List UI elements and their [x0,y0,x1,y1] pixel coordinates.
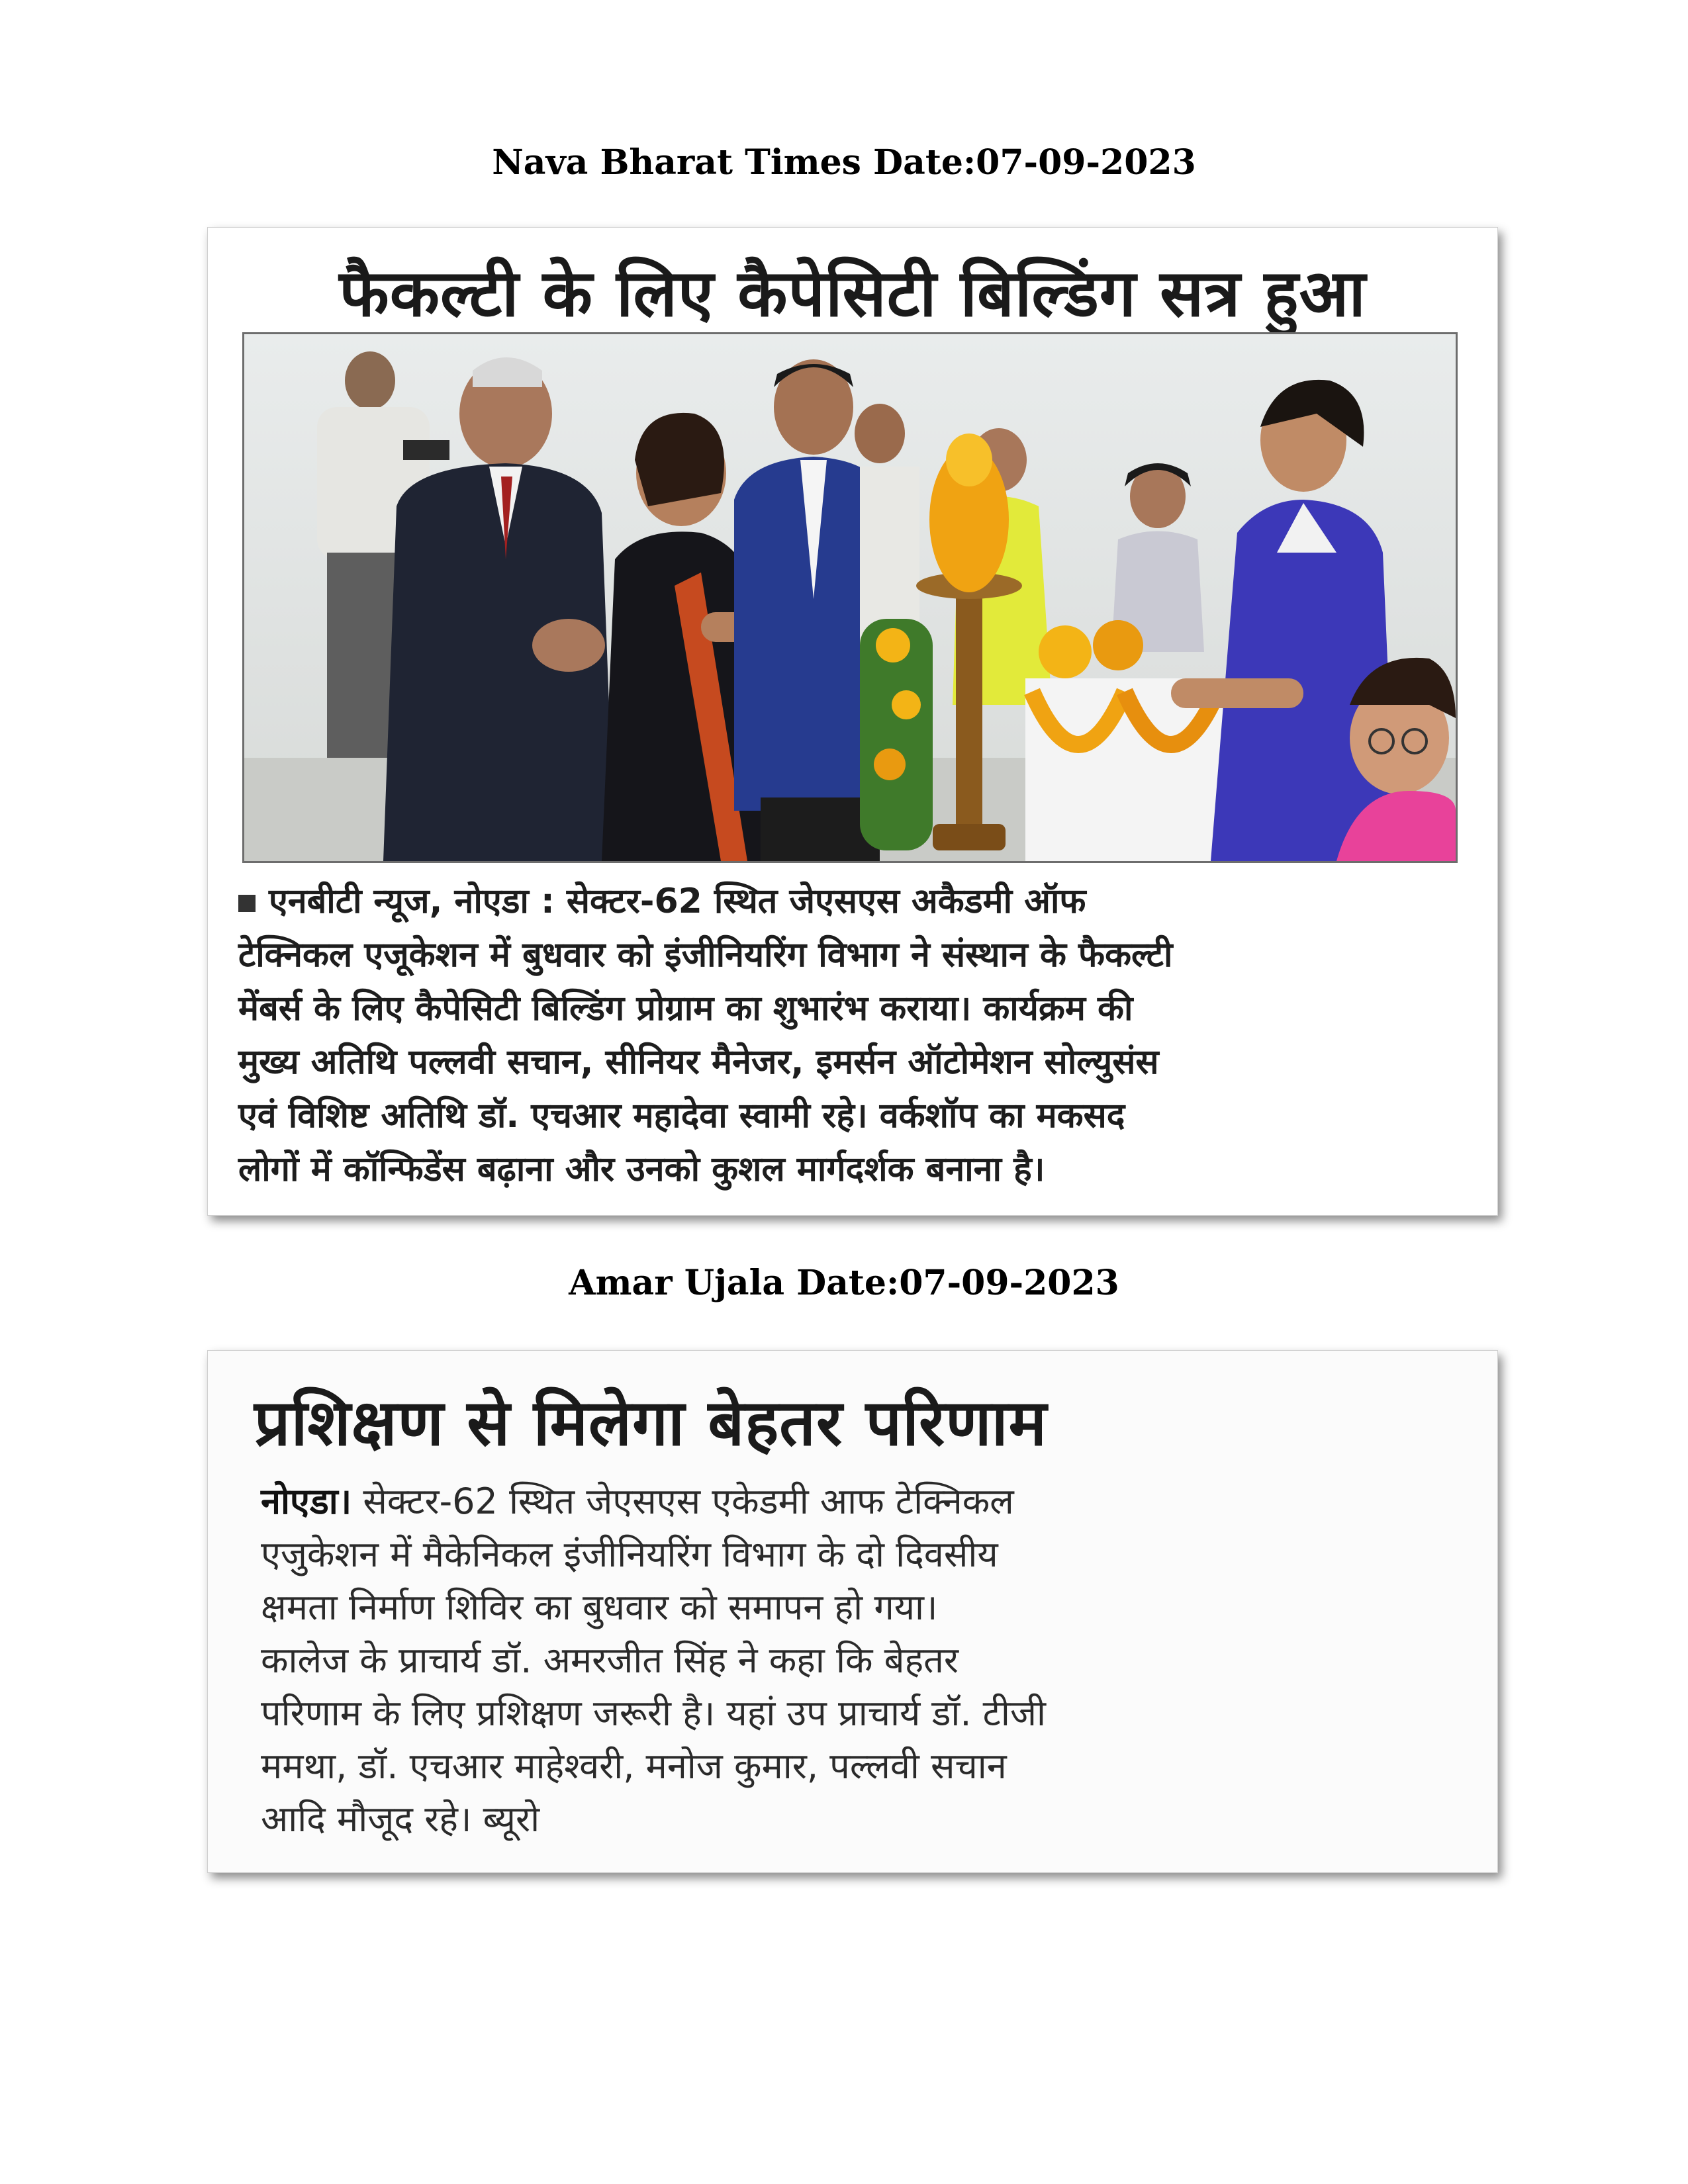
clipping-2-dateline: नोएडा। [261,1480,352,1522]
clipping-2-line-6: ममथा, डॉ. एचआर माहेश्वरी, मनोज कुमार, पल्लवी सचान [261,1745,1007,1787]
clipping-2-body [261,1475,1046,1846]
clipping-2-line-7: आदि मौजूद रहे। ब्यूरो [261,1798,540,1840]
news-clipping-1 [207,227,1498,1216]
clipping-2-line-3: क्षमता निर्माण शिविर का बुधवार को समापन हो गया। [261,1586,938,1628]
news-clipping-2 [207,1350,1498,1873]
bullet-square-icon [238,895,256,912]
clipping-2-line-5: परिणाम के लिए प्रशिक्षण जरूरी है। यहां उप प्राचार्य डॉ. टीजी [261,1692,1046,1734]
clipping-1-line-2: टेक्निकल एजूकेशन में बुधवार को इंजीनियरिंग विभाग ने संस्थान के फैकल्टी [238,935,1173,975]
clipping-1-line-3: मेंबर्स के लिए कैपेसिटी बिल्डिंग प्रोग्राम का शुभारंभ कराया। कार्यक्रम की [238,989,1133,1028]
clipping-1-line-4: मुख्य अतिथि पल्लवी सचान, सीनियर मैनेजर, इमर्सन ऑटोमेशन सोल्युसंस [238,1042,1159,1082]
clipping-2-line-4: कालेज के प्राचार्य डॉ. अमरजीत सिंह ने कहा कि बेहतर [261,1639,959,1681]
clipping-1-headline: फैकल्टी के लिए कैपेसिटी बिल्डिंग सत्र हुआ [339,256,1366,332]
clipping-2-line-2: एजुकेशन में मैकेनिकल इंजीनियरिंग विभाग के दो दिवसीय [261,1533,998,1575]
clipping-2-headline: प्रशिक्षण से मिलेगा बेहतर परिणाम [254,1386,1047,1460]
clipping-2-line-1: नोएडा। सेक्टर-62 स्थित जेएसएस एकेडमी आफ टेक्निकल [261,1480,1014,1522]
newspaper-caption-1: Nava Bharat Times Date:07-09-2023 [492,142,1196,183]
clipping-1-body [238,875,1172,1197]
clipping-1-dateline: एनबीटी न्यूज, नोएडा : [269,882,555,921]
event-photo [242,332,1458,863]
newspaper-caption-2: Amar Ujala Date:07-09-2023 [569,1263,1119,1303]
lamp-lighting-photo [244,334,1456,861]
clipping-1-line-6: लोगों में कॉन्फिडेंस बढ़ाना और उनको कुशल मार्गदर्शक बनाना है। [238,1150,1045,1189]
clipping-1-line-1: एनबीटी न्यूज, नोएडा : सेक्टर-62 स्थित जेएसएस अकैडमी ऑफ [238,875,1172,929]
clipping-1-line-5: एवं विशिष्ट अतिथि डॉ. एचआर महादेवा स्वामी रहे। वर्कशॉप का मकसद [238,1096,1125,1136]
